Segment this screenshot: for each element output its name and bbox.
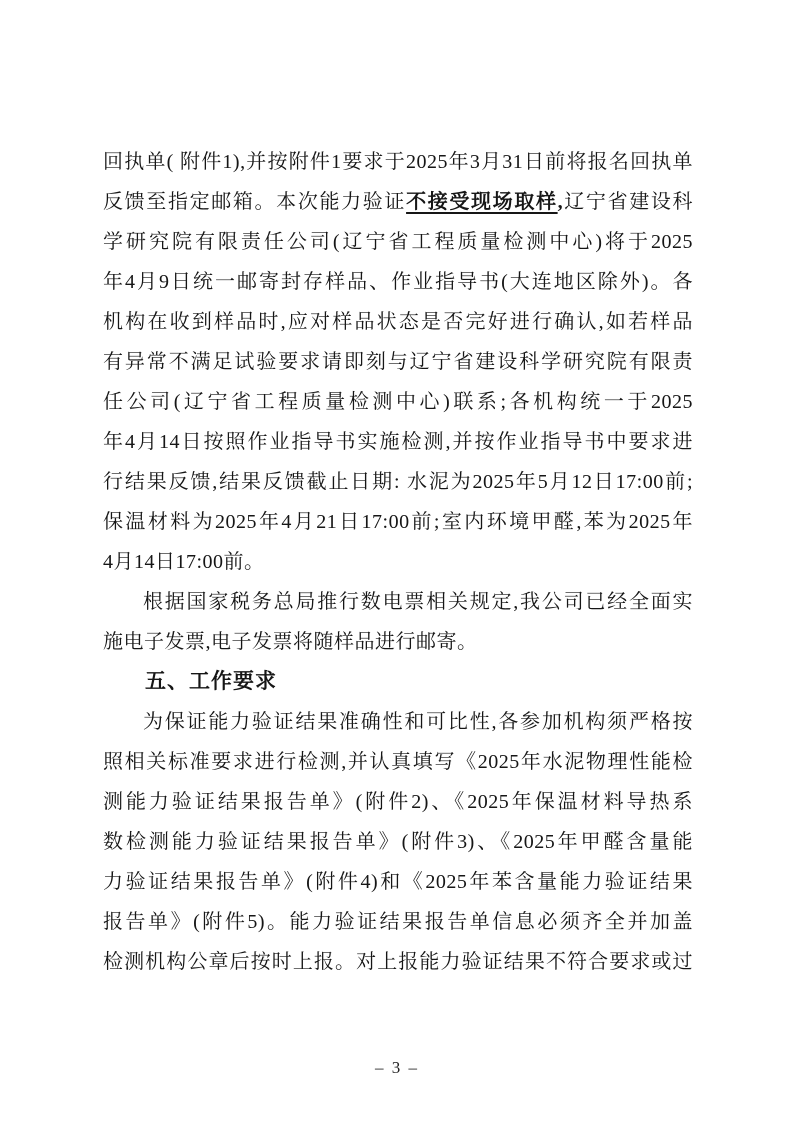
- emphasized-text: ,: [557, 191, 564, 213]
- emphasized-underlined-text: 不接受现场取样: [406, 191, 558, 213]
- body-line: 数检测能力验证结果报告单》(附件3)、《2025年甲醛含量能: [103, 831, 693, 853]
- body-line: 施电子发票,电子发票将随样品进行邮寄。: [103, 631, 478, 653]
- body-line: 4月14日17:00前。: [103, 551, 265, 573]
- body-line: 力验证结果报告单》(附件4)和《2025年苯含量能力验证结果: [103, 871, 693, 893]
- body-line: 年4月9日统一邮寄封存样品、作业指导书(大连地区除外)。各: [103, 271, 693, 293]
- page-number: – 3 –: [375, 1058, 419, 1077]
- body-line: 检测机构公章后按时上报。对上报能力验证结果不符合要求或过: [103, 951, 693, 973]
- body-line: 回执单( 附件1),并按附件1要求于2025年3月31日前将报名回执单: [103, 151, 693, 173]
- body-line: [103, 182, 693, 222]
- body-line: 任公司(辽宁省工程质量检测中心)联系;各机构统一于2025: [103, 391, 693, 413]
- body-line: 测能力验证结果报告单》(附件2)、《2025年保温材料导热系: [103, 791, 693, 813]
- body-line: 年4月14日按照作业指导书实施检测,并按作业指导书中要求进: [103, 431, 693, 453]
- document-body: [103, 142, 693, 982]
- body-line: 学研究院有限责任公司(辽宁省工程质量检测中心)将于2025: [103, 231, 693, 253]
- body-text: 反馈至指定邮箱。本次能力验证: [103, 191, 407, 213]
- body-line: 保温材料为2025年4月21日17:00前;室内环境甲醛,苯为2025年: [103, 511, 693, 533]
- body-line: 机构在收到样品时,应对样品状态是否完好进行确认,如若样品: [103, 311, 693, 333]
- paragraph-first-line: 根据国家税务总局推行数电票相关规定,我公司已经全面实: [143, 591, 693, 613]
- body-line: 照相关标准要求进行检测,并认真填写《2025年水泥物理性能检: [103, 751, 693, 773]
- body-line: 报告单》(附件5)。能力验证结果报告单信息必须齐全并加盖: [103, 911, 693, 933]
- body-line: 行结果反馈,结果反馈截止日期: 水泥为2025年5月12日17:00前;: [103, 471, 693, 493]
- body-line: 有异常不满足试验要求请即刻与辽宁省建设科学研究院有限责: [103, 351, 693, 373]
- body-text: 辽宁省建设科: [563, 191, 693, 213]
- section-heading: 五、工作要求: [145, 670, 277, 693]
- paragraph-first-line: 为保证能力验证结果准确性和可比性,各参加机构须严格按: [143, 711, 693, 733]
